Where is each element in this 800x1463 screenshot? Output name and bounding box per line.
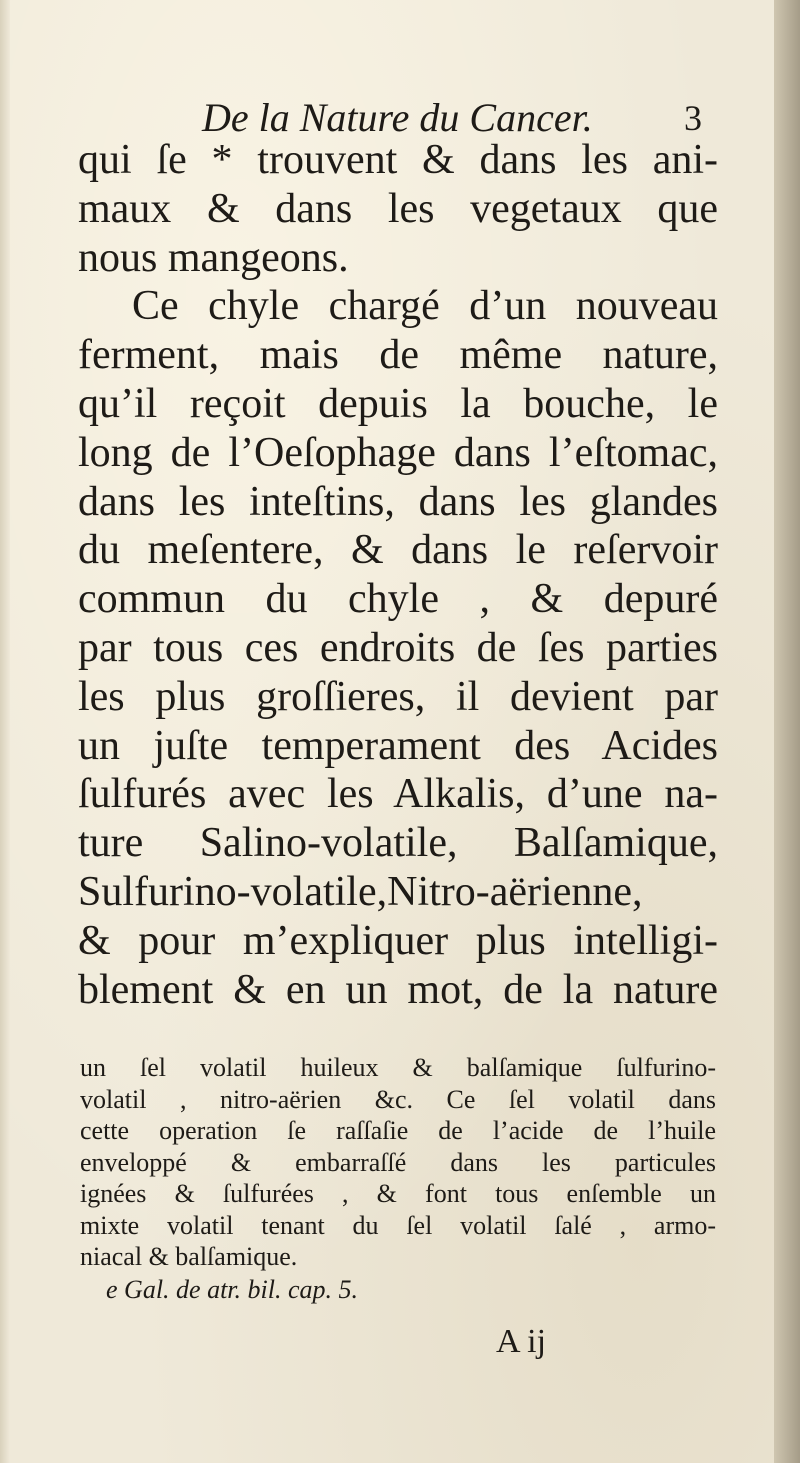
- body-line: nous mangeons.: [78, 234, 349, 281]
- body-line: ture Salino-volatile, Balſamique,: [78, 820, 718, 867]
- body-line: un juſte temperament des Acides: [78, 722, 718, 769]
- body-line: qui ſe * trouvent & dans les ani-: [78, 137, 718, 183]
- body-line: Ce chyle chargé d’un nouveau: [132, 283, 718, 330]
- footnote-line: niacal & balſamique.: [80, 1242, 298, 1271]
- footnote-line: un ſel volatil huileux & balſamique ſulfurino-: [80, 1053, 716, 1082]
- body-line: les plus groſſieres, il devient par: [78, 673, 718, 720]
- footnote-source: e Gal. de atr. bil. cap. 5.: [106, 1274, 359, 1304]
- page-number: 3: [684, 98, 702, 138]
- body-line: commun du chyle , & depuré: [78, 576, 718, 623]
- footnote: [80, 1052, 716, 1307]
- page-right-edge: [774, 0, 800, 1463]
- body-line: par tous ces endroits de ſes parties: [78, 624, 718, 671]
- signature-mark: A ij: [496, 1323, 547, 1360]
- body-line: long de l’Oeſophage dans l’eſtomac,: [78, 429, 718, 476]
- body-line: maux & dans les vegetaux que: [78, 185, 718, 232]
- footnote-line: volatil , nitro-aërien &c. Ce ſel volatil dans: [80, 1084, 716, 1114]
- page-left-edge: [0, 0, 10, 1463]
- running-title: De la Nature du Cancer.: [202, 95, 593, 140]
- body-line: qu’il reçoit depuis la bouche, le: [78, 380, 718, 427]
- body-line: & pour m’expliquer plus intelligi-: [78, 917, 718, 964]
- body-text: [78, 136, 718, 1014]
- body-line: Sulfurino-volatile,Nitro-aërienne,: [78, 868, 643, 915]
- body-line: blement & en un mot, de la nature: [78, 966, 718, 1013]
- body-line: dans les inteſtins, dans les glandes: [78, 478, 718, 525]
- footnote-line: ignées & ſulfurées , & font tous enſemble un: [80, 1179, 716, 1208]
- footnote-line: enveloppé & embarraſſé dans les particules: [80, 1147, 716, 1177]
- body-line: ſulfurés avec les Alkalis, d’une na-: [78, 771, 718, 818]
- body-line: ferment, mais de même nature,: [78, 332, 718, 379]
- body-line: du meſentere, & dans le reſervoir: [78, 527, 718, 574]
- footnote-line: mixte volatil tenant du ſel volatil ſalé , armo-: [80, 1210, 716, 1240]
- footnote-line: cette operation ſe raſſaſie de l’acide de l’huile: [80, 1116, 716, 1145]
